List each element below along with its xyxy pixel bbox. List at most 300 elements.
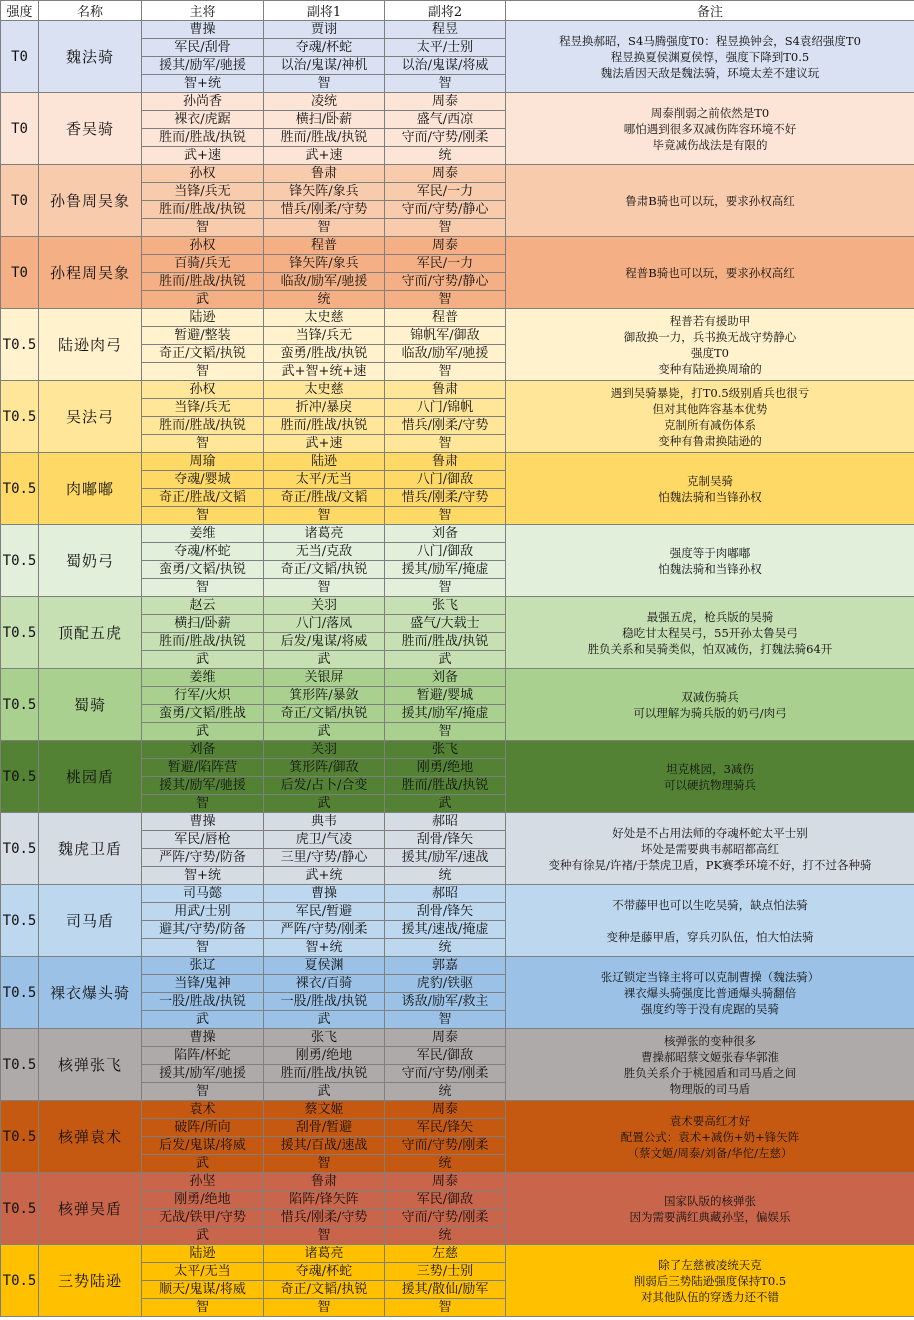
main-general-general-name: 姜维 <box>142 669 264 687</box>
note-line: 张辽锁定当锋主将可以克制曹操（魏法骑） <box>600 969 820 984</box>
vice-general-2-military-books: 守而/守势/刚柔 <box>385 1065 506 1083</box>
main-general-general-name: 孙权 <box>142 237 264 255</box>
lineup-name-cell: 三势陆逊 <box>39 1245 142 1317</box>
vice-general-1-tactics: 太平/无当 <box>264 471 385 489</box>
vice-general-2-tactics: 锦帆军/御敌 <box>385 327 506 345</box>
vice-general-1-tactics: 折冲/暴戾 <box>264 399 385 417</box>
lineup-row <box>1 21 914 39</box>
vice-general-2-attribute-bonus: 智 <box>385 219 506 237</box>
main-general-attribute-bonus: 智 <box>142 219 264 237</box>
main-general-military-books: 严阵/守势/防备 <box>142 849 264 867</box>
main-general-attribute-bonus: 智 <box>142 1299 264 1317</box>
note-line: 周泰削弱之前依然是T0 <box>650 105 770 120</box>
main-general-tactics: 裸衣/虎踞 <box>142 111 264 129</box>
notes-cell <box>506 813 914 885</box>
vice-general-2-general-name: 程普 <box>385 309 506 327</box>
vice-general-2-general-name: 鲁肃 <box>385 381 506 399</box>
vice-general-2-attribute-bonus: 智 <box>385 507 506 525</box>
main-general-military-books: 援其/励军/驰援 <box>142 777 264 795</box>
note-line: 配置公式：袁术+减伤+奶+锋矢阵 <box>620 1129 800 1144</box>
note-line: 好处是不占用法师的夺魂杯蛇太平士别 <box>612 825 808 840</box>
vice-general-1-tactics: 刚勇/绝地 <box>264 1047 385 1065</box>
vice-general-1-attribute-bonus: 武 <box>264 795 385 813</box>
vice-general-2-attribute-bonus: 智 <box>385 579 506 597</box>
vice-general-1-military-books: 三里/守势/静心 <box>264 849 385 867</box>
vice-general-2-military-books: 以治/鬼谋/将威 <box>385 57 506 75</box>
note-line: 除了左慈被凌统天克 <box>658 1257 762 1272</box>
vice-general-2-general-name: 郭嘉 <box>385 957 506 975</box>
notes-cell <box>506 1029 914 1101</box>
vice-general-2-general-name: 周泰 <box>385 1029 506 1047</box>
lineup-row <box>1 813 914 831</box>
vice-general-2-tactics: 太平/士别 <box>385 39 506 57</box>
main-general-tactics: 用武/士别 <box>142 903 264 921</box>
strength-cell: T0.5 <box>1 1101 39 1173</box>
main-general-general-name: 曹操 <box>142 813 264 831</box>
strength-cell: T0 <box>1 21 39 93</box>
notes-cell <box>506 165 914 237</box>
strength-cell: T0.5 <box>1 669 39 741</box>
lineup-row <box>1 741 914 759</box>
main-general-general-name: 孙权 <box>142 381 264 399</box>
lineup-row <box>1 93 914 111</box>
vice-general-2-general-name: 刘备 <box>385 669 506 687</box>
main-general-military-books: 蛮勇/文韬/执锐 <box>142 561 264 579</box>
vice-general-2-attribute-bonus: 智 <box>385 363 506 381</box>
main-general-military-books: 胜而/胜战/执锐 <box>142 633 264 651</box>
vice-general-2-military-books: 守而/守势/刚柔 <box>385 129 506 147</box>
note-line: 削弱后三势陆逊强度保持T0.5 <box>633 1273 787 1288</box>
main-general-general-name: 周瑜 <box>142 453 264 471</box>
vice-general-1-tactics: 陷阵/锋矢阵 <box>264 1191 385 1209</box>
vice-general-1-attribute-bonus: 武 <box>264 1083 385 1101</box>
lineup-name-cell: 香吴骑 <box>39 93 142 165</box>
vice-general-1-military-books: 援其/百战/速战 <box>264 1137 385 1155</box>
vice-general-1-military-books: 奇正/文韬/执锐 <box>264 1281 385 1299</box>
lineup-row <box>1 525 914 543</box>
vice-general-2-attribute-bonus: 智 <box>385 435 506 453</box>
vice-general-2-attribute-bonus: 统 <box>385 1227 506 1245</box>
main-general-military-books: 胜而/胜战/执锐 <box>142 273 264 291</box>
vice-general-2-general-name: 周泰 <box>385 93 506 111</box>
note-line: 遇到吴骑暴毙，打T0.5级别盾兵也很亏 <box>610 385 810 400</box>
main-general-tactics: 陷阵/杯蛇 <box>142 1047 264 1065</box>
note-line <box>506 913 914 929</box>
header-vice-general-2: 副将2 <box>385 1 506 21</box>
note-line: 变种是藤甲盾，穿兵刃队伍，怕大怕法骑 <box>606 929 814 944</box>
vice-general-2-general-name: 刘备 <box>385 525 506 543</box>
vice-general-1-military-books: 奇正/文韬/执锐 <box>264 561 385 579</box>
strength-cell: T0.5 <box>1 453 39 525</box>
note-line: 哪怕遇到很多双减伤阵容环境不好 <box>623 121 797 136</box>
vice-general-1-general-name: 太史慈 <box>264 309 385 327</box>
vice-general-1-general-name: 典韦 <box>264 813 385 831</box>
note-line: （蔡文姬/周泰/刘备/华佗/左慈） <box>627 1145 793 1160</box>
note-line: 克制所有减伤体系 <box>664 417 756 432</box>
vice-general-2-attribute-bonus: 武 <box>385 651 506 669</box>
lineup-row <box>1 1101 914 1119</box>
vice-general-2-general-name: 左慈 <box>385 1245 506 1263</box>
note-line: 毕竟减伤战法是有限的 <box>652 137 768 152</box>
notes-cell <box>506 93 914 165</box>
vice-general-1-general-name: 凌统 <box>264 93 385 111</box>
lineup-name-cell: 肉嘟嘟 <box>39 453 142 525</box>
vice-general-1-tactics: 虎卫/气凌 <box>264 831 385 849</box>
main-general-general-name: 姜维 <box>142 525 264 543</box>
main-general-attribute-bonus: 智 <box>142 435 264 453</box>
lineup-row <box>1 1173 914 1191</box>
note-line: 怕魏法骑和当锋孙权 <box>658 561 762 576</box>
vice-general-1-general-name: 鲁肃 <box>264 1173 385 1191</box>
strength-cell: T0.5 <box>1 1029 39 1101</box>
strength-cell: T0.5 <box>1 597 39 669</box>
lineup-name-cell: 裸衣爆头骑 <box>39 957 142 1029</box>
vice-general-2-military-books: 援其/励军/掩虚 <box>385 561 506 579</box>
notes-cell <box>506 669 914 741</box>
vice-general-1-general-name: 程普 <box>264 237 385 255</box>
strength-cell: T0 <box>1 165 39 237</box>
header-name: 名称 <box>39 1 142 21</box>
header-vice-general-1: 副将1 <box>264 1 385 21</box>
note-line: 坦克桃园，3减伤 <box>666 761 754 776</box>
vice-general-1-tactics: 裸衣/百骑 <box>264 975 385 993</box>
note-line: 变种有陆逊换周瑜的 <box>658 361 762 376</box>
lineup-row <box>1 885 914 903</box>
vice-general-1-attribute-bonus: 智+统 <box>264 939 385 957</box>
vice-general-1-general-name: 张飞 <box>264 1029 385 1047</box>
vice-general-2-general-name: 周泰 <box>385 1173 506 1191</box>
strength-cell: T0.5 <box>1 381 39 453</box>
vice-general-1-attribute-bonus: 智 <box>264 1155 385 1173</box>
strength-cell: T0.5 <box>1 957 39 1029</box>
vice-general-2-military-books: 惜兵/刚柔/守势 <box>385 417 506 435</box>
note-line: 强度约等于没有虎踞的吴骑 <box>641 1001 779 1016</box>
vice-general-2-attribute-bonus: 统 <box>385 147 506 165</box>
header-row <box>1 1 914 21</box>
lineup-row <box>1 453 914 471</box>
vice-general-1-tactics: 夺魂/杯蛇 <box>264 1263 385 1281</box>
vice-general-1-military-books: 后发/占卜/合变 <box>264 777 385 795</box>
header-strength: 强度 <box>1 1 39 21</box>
main-general-military-books: 一股/胜战/执锐 <box>142 993 264 1011</box>
main-general-military-books: 蛮勇/文韬/胜战 <box>142 705 264 723</box>
lineup-name-cell: 核弹袁术 <box>39 1101 142 1173</box>
vice-general-2-tactics: 军民/锋矢 <box>385 1119 506 1137</box>
lineup-name-cell: 蜀奶弓 <box>39 525 142 597</box>
note-line: 变种有鲁肃换陆逊的 <box>658 433 762 448</box>
vice-general-1-general-name: 陆逊 <box>264 453 385 471</box>
main-general-attribute-bonus: 武+速 <box>142 147 264 165</box>
main-general-general-name: 孙权 <box>142 165 264 183</box>
note-line: 怕魏法骑和当锋孙权 <box>658 489 762 504</box>
vice-general-1-attribute-bonus: 智 <box>264 1299 385 1317</box>
main-general-general-name: 张辽 <box>142 957 264 975</box>
vice-general-2-attribute-bonus: 统 <box>385 939 506 957</box>
note-line: 不带藤甲也可以生吃吴骑，缺点怕法骑 <box>612 897 808 912</box>
vice-general-1-military-books: 胜而/胜战/执锐 <box>264 1065 385 1083</box>
vice-general-2-attribute-bonus: 统 <box>385 867 506 885</box>
vice-general-1-tactics: 无当/克敌 <box>264 543 385 561</box>
notes-cell <box>506 957 914 1029</box>
main-general-general-name: 曹操 <box>142 21 264 39</box>
note-line: 袁术要高红才好 <box>669 1113 751 1128</box>
vice-general-2-tactics: 军民/一力 <box>385 255 506 273</box>
lineup-row <box>1 1245 914 1263</box>
vice-general-1-attribute-bonus: 武+统 <box>264 867 385 885</box>
lineup-name-cell: 魏虎卫盾 <box>39 813 142 885</box>
vice-general-2-general-name: 张飞 <box>385 741 506 759</box>
notes-cell <box>506 525 914 597</box>
vice-general-2-military-books: 临敌/励军/驰援 <box>385 345 506 363</box>
main-general-military-books: 无战/铁甲/守势 <box>142 1209 264 1227</box>
main-general-tactics: 刚勇/绝地 <box>142 1191 264 1209</box>
notes-cell <box>506 1173 914 1245</box>
vice-general-1-tactics: 横扫/卧薪 <box>264 111 385 129</box>
main-general-attribute-bonus: 智 <box>142 795 264 813</box>
vice-general-2-tactics: 刮骨/锋矢 <box>385 831 506 849</box>
notes-cell <box>506 309 914 381</box>
note-line: 因为需要满红典藏孙坚，偏娱乐 <box>629 1209 791 1224</box>
lineup-row <box>1 237 914 255</box>
note-line: 可以理解为骑兵版的奶弓/肉弓 <box>633 705 787 720</box>
vice-general-1-general-name: 夏侯渊 <box>264 957 385 975</box>
main-general-general-name: 司马懿 <box>142 885 264 903</box>
vice-general-2-military-books: 守而/守势/静心 <box>385 273 506 291</box>
vice-general-1-military-books: 胜而/胜战/执锐 <box>264 129 385 147</box>
note-line: 强度等于肉嘟嘟 <box>669 545 751 560</box>
vice-general-1-military-books: 临敌/励军/驰援 <box>264 273 385 291</box>
lineup-name-cell: 核弹吴盾 <box>39 1173 142 1245</box>
main-general-tactics: 太平/无当 <box>142 1263 264 1281</box>
vice-general-2-military-books: 援其/速战/掩虚 <box>385 921 506 939</box>
strength-cell: T0 <box>1 237 39 309</box>
main-general-attribute-bonus: 智 <box>142 363 264 381</box>
vice-general-2-tactics: 八门/御敌 <box>385 471 506 489</box>
main-general-military-books: 奇正/胜战/文韬 <box>142 489 264 507</box>
vice-general-1-military-books: 蛮勇/胜战/执锐 <box>264 345 385 363</box>
notes-cell <box>506 1245 914 1317</box>
vice-general-1-tactics: 当锋/兵无 <box>264 327 385 345</box>
main-general-general-name: 陆逊 <box>142 309 264 327</box>
main-general-general-name: 袁术 <box>142 1101 264 1119</box>
main-general-general-name: 陆逊 <box>142 1245 264 1263</box>
vice-general-2-military-books: 守而/守势/刚柔 <box>385 1137 506 1155</box>
lineup-row <box>1 597 914 615</box>
main-general-attribute-bonus: 智 <box>142 939 264 957</box>
vice-general-2-general-name: 周泰 <box>385 1101 506 1119</box>
vice-general-1-attribute-bonus: 智 <box>264 507 385 525</box>
main-general-tactics: 当锋/兵无 <box>142 183 264 201</box>
main-general-tactics: 军民/唇枪 <box>142 831 264 849</box>
vice-general-2-tactics: 暂避/婴城 <box>385 687 506 705</box>
vice-general-2-attribute-bonus: 智 <box>385 723 506 741</box>
vice-general-1-general-name: 鲁肃 <box>264 165 385 183</box>
vice-general-1-tactics: 八门/落凤 <box>264 615 385 633</box>
vice-general-2-attribute-bonus: 智 <box>385 1011 506 1029</box>
vice-general-2-attribute-bonus: 智 <box>385 291 506 309</box>
main-general-attribute-bonus: 武 <box>142 1155 264 1173</box>
note-line: 胜负关系介于桃园盾和司马盾之间 <box>623 1065 797 1080</box>
note-line: 可以硬抗物理骑兵 <box>664 777 756 792</box>
notes-cell <box>506 21 914 93</box>
vice-general-2-tactics: 三势/士别 <box>385 1263 506 1281</box>
vice-general-1-attribute-bonus: 武+速 <box>264 147 385 165</box>
vice-general-2-general-name: 程昱 <box>385 21 506 39</box>
vice-general-1-attribute-bonus: 智 <box>264 1227 385 1245</box>
vice-general-1-general-name: 蔡文姬 <box>264 1101 385 1119</box>
vice-general-1-military-books: 严阵/守势/刚柔 <box>264 921 385 939</box>
lineup-name-cell: 吴法弓 <box>39 381 142 453</box>
vice-general-2-military-books: 胜而/胜战/执锐 <box>385 633 506 651</box>
strength-cell: T0.5 <box>1 525 39 597</box>
note-line: 曹操郝昭蔡文姬张春华郭淮 <box>641 1049 779 1064</box>
main-general-tactics: 当锋/兵无 <box>142 399 264 417</box>
vice-general-2-military-books: 守而/守势/静心 <box>385 201 506 219</box>
vice-general-2-tactics: 军民/御敌 <box>385 1047 506 1065</box>
main-general-tactics: 横扫/卧薪 <box>142 615 264 633</box>
vice-general-1-attribute-bonus: 智 <box>264 75 385 93</box>
note-line: 双减伤骑兵 <box>681 689 739 704</box>
main-general-military-books: 顺天/鬼谋/将威 <box>142 1281 264 1299</box>
vice-general-2-attribute-bonus: 统 <box>385 1155 506 1173</box>
lineup-name-cell: 顶配五虎 <box>39 597 142 669</box>
vice-general-1-military-books: 以治/鬼谋/神机 <box>264 57 385 75</box>
strength-cell: T0.5 <box>1 885 39 957</box>
main-general-tactics: 暂避/整装 <box>142 327 264 345</box>
vice-general-1-tactics: 刮骨/暂避 <box>264 1119 385 1137</box>
note-line: 程普B骑也可以玩，要求孙权高红 <box>625 265 795 280</box>
lineup-name-cell: 司马盾 <box>39 885 142 957</box>
vice-general-2-military-books: 胜而/胜战/执锐 <box>385 777 506 795</box>
note-line: 鲁肃B骑也可以玩，要求孙权高红 <box>625 193 795 208</box>
main-general-attribute-bonus: 智+统 <box>142 75 264 93</box>
vice-general-2-military-books: 援其/励军/速战 <box>385 849 506 867</box>
vice-general-1-tactics: 箕形阵/御敌 <box>264 759 385 777</box>
vice-general-2-general-name: 张飞 <box>385 597 506 615</box>
main-general-general-name: 曹操 <box>142 1029 264 1047</box>
main-general-military-books: 后发/鬼谋/将威 <box>142 1137 264 1155</box>
notes-cell <box>506 453 914 525</box>
vice-general-2-military-books: 诱敌/励军/救主 <box>385 993 506 1011</box>
main-general-military-books: 援其/励军/驰援 <box>142 1065 264 1083</box>
lineup-name-cell: 蜀骑 <box>39 669 142 741</box>
vice-general-2-military-books: 援其/励军/掩虚 <box>385 705 506 723</box>
lineup-name-cell: 孙鲁周吴象 <box>39 165 142 237</box>
vice-general-1-general-name: 关羽 <box>264 597 385 615</box>
vice-general-1-general-name: 太史慈 <box>264 381 385 399</box>
main-general-attribute-bonus: 智 <box>142 579 264 597</box>
vice-general-1-attribute-bonus: 统 <box>264 291 385 309</box>
strength-cell: T0.5 <box>1 1173 39 1245</box>
header-main-general: 主将 <box>142 1 264 21</box>
vice-general-2-tactics: 盛气/西凉 <box>385 111 506 129</box>
vice-general-2-military-books: 援其/散仙/励军 <box>385 1281 506 1299</box>
main-general-attribute-bonus: 武 <box>142 651 264 669</box>
vice-general-2-attribute-bonus: 智 <box>385 1299 506 1317</box>
lineup-row <box>1 669 914 687</box>
vice-general-1-tactics: 箕形阵/暴敛 <box>264 687 385 705</box>
vice-general-2-general-name: 周泰 <box>385 165 506 183</box>
vice-general-1-attribute-bonus: 武+速 <box>264 435 385 453</box>
note-line: 程昱换夏侯渊夏侯惇，强度下降到T0.5 <box>610 49 810 64</box>
main-general-attribute-bonus: 武 <box>142 291 264 309</box>
strength-cell: T0.5 <box>1 309 39 381</box>
vice-general-2-tactics: 军民/御敌 <box>385 1191 506 1209</box>
main-general-tactics: 军民/刮骨 <box>142 39 264 57</box>
vice-general-1-general-name: 关银屏 <box>264 669 385 687</box>
note-line: 强度T0 <box>691 345 729 360</box>
note-line: 坏处是需要典韦郝昭都高红 <box>641 841 779 856</box>
strength-cell: T0.5 <box>1 1245 39 1317</box>
note-line: 国家队版的核弹张 <box>664 1193 756 1208</box>
lineup-row <box>1 957 914 975</box>
lineup-name-cell: 魏法骑 <box>39 21 142 93</box>
lineup-row <box>1 1029 914 1047</box>
vice-general-2-tactics: 八门/御敌 <box>385 543 506 561</box>
notes-cell <box>506 1101 914 1173</box>
vice-general-2-military-books: 守而/守势/刚柔 <box>385 1209 506 1227</box>
note-line: 裸衣爆头骑强度比普通爆头骑翻倍 <box>623 985 797 1000</box>
vice-general-2-general-name: 周泰 <box>385 237 506 255</box>
note-line: 对其他队伍的穿透力还不错 <box>641 1289 779 1304</box>
vice-general-2-tactics: 八门/锦帆 <box>385 399 506 417</box>
vice-general-1-military-books: 一股/胜战/执锐 <box>264 993 385 1011</box>
main-general-military-books: 奇正/文韬/执锐 <box>142 345 264 363</box>
notes-cell <box>506 885 914 957</box>
note-line: 变种有徐晃/许褚/于禁虎卫盾，PK赛季环境不好，打不过各种骑 <box>548 857 872 872</box>
notes-cell <box>506 597 914 669</box>
note-line: 物理版的司马盾 <box>669 1081 751 1096</box>
main-general-general-name: 赵云 <box>142 597 264 615</box>
vice-general-1-general-name: 曹操 <box>264 885 385 903</box>
lineup-row <box>1 381 914 399</box>
main-general-general-name: 孙尚香 <box>142 93 264 111</box>
vice-general-1-military-books: 惜兵/刚柔/守势 <box>264 201 385 219</box>
vice-general-2-general-name: 鲁肃 <box>385 453 506 471</box>
main-general-attribute-bonus: 武 <box>142 723 264 741</box>
main-general-tactics: 暂避/陷阵营 <box>142 759 264 777</box>
main-general-tactics: 当锋/鬼神 <box>142 975 264 993</box>
vice-general-1-tactics: 夺魂/杯蛇 <box>264 39 385 57</box>
vice-general-1-military-books: 惜兵/刚柔/守势 <box>264 1209 385 1227</box>
lineup-name-cell: 孙程周吴象 <box>39 237 142 309</box>
note-line: 稳吃甘太程吴弓，55开孙太鲁吴弓 <box>622 625 798 640</box>
vice-general-1-general-name: 关羽 <box>264 741 385 759</box>
vice-general-2-tactics: 刮骨/锋矢 <box>385 903 506 921</box>
note-line: 克制吴骑 <box>687 473 733 488</box>
strength-cell: T0.5 <box>1 813 39 885</box>
note-line: 胜负关系和吴骑类似，怕双减伤，打魏法骑64开 <box>587 641 833 656</box>
main-general-military-books: 胜而/胜战/执锐 <box>142 201 264 219</box>
notes-cell <box>506 741 914 813</box>
vice-general-1-attribute-bonus: 武 <box>264 651 385 669</box>
notes-cell <box>506 237 914 309</box>
vice-general-1-military-books: 奇正/胜战/文韬 <box>264 489 385 507</box>
vice-general-1-general-name: 诸葛亮 <box>264 525 385 543</box>
vice-general-2-military-books: 惜兵/刚柔/守势 <box>385 489 506 507</box>
vice-general-1-tactics: 军民/暂避 <box>264 903 385 921</box>
note-line: 但对其他阵容基本优势 <box>652 401 768 416</box>
lineup-name-cell: 桃园盾 <box>39 741 142 813</box>
vice-general-2-tactics: 盛气/大载士 <box>385 615 506 633</box>
strength-cell: T0.5 <box>1 741 39 813</box>
vice-general-1-attribute-bonus: 武 <box>264 723 385 741</box>
vice-general-1-attribute-bonus: 智 <box>264 579 385 597</box>
strength-cell: T0 <box>1 93 39 165</box>
main-general-general-name: 刘备 <box>142 741 264 759</box>
note-line: 程普若有援助甲 <box>669 313 751 328</box>
lineup-row <box>1 309 914 327</box>
